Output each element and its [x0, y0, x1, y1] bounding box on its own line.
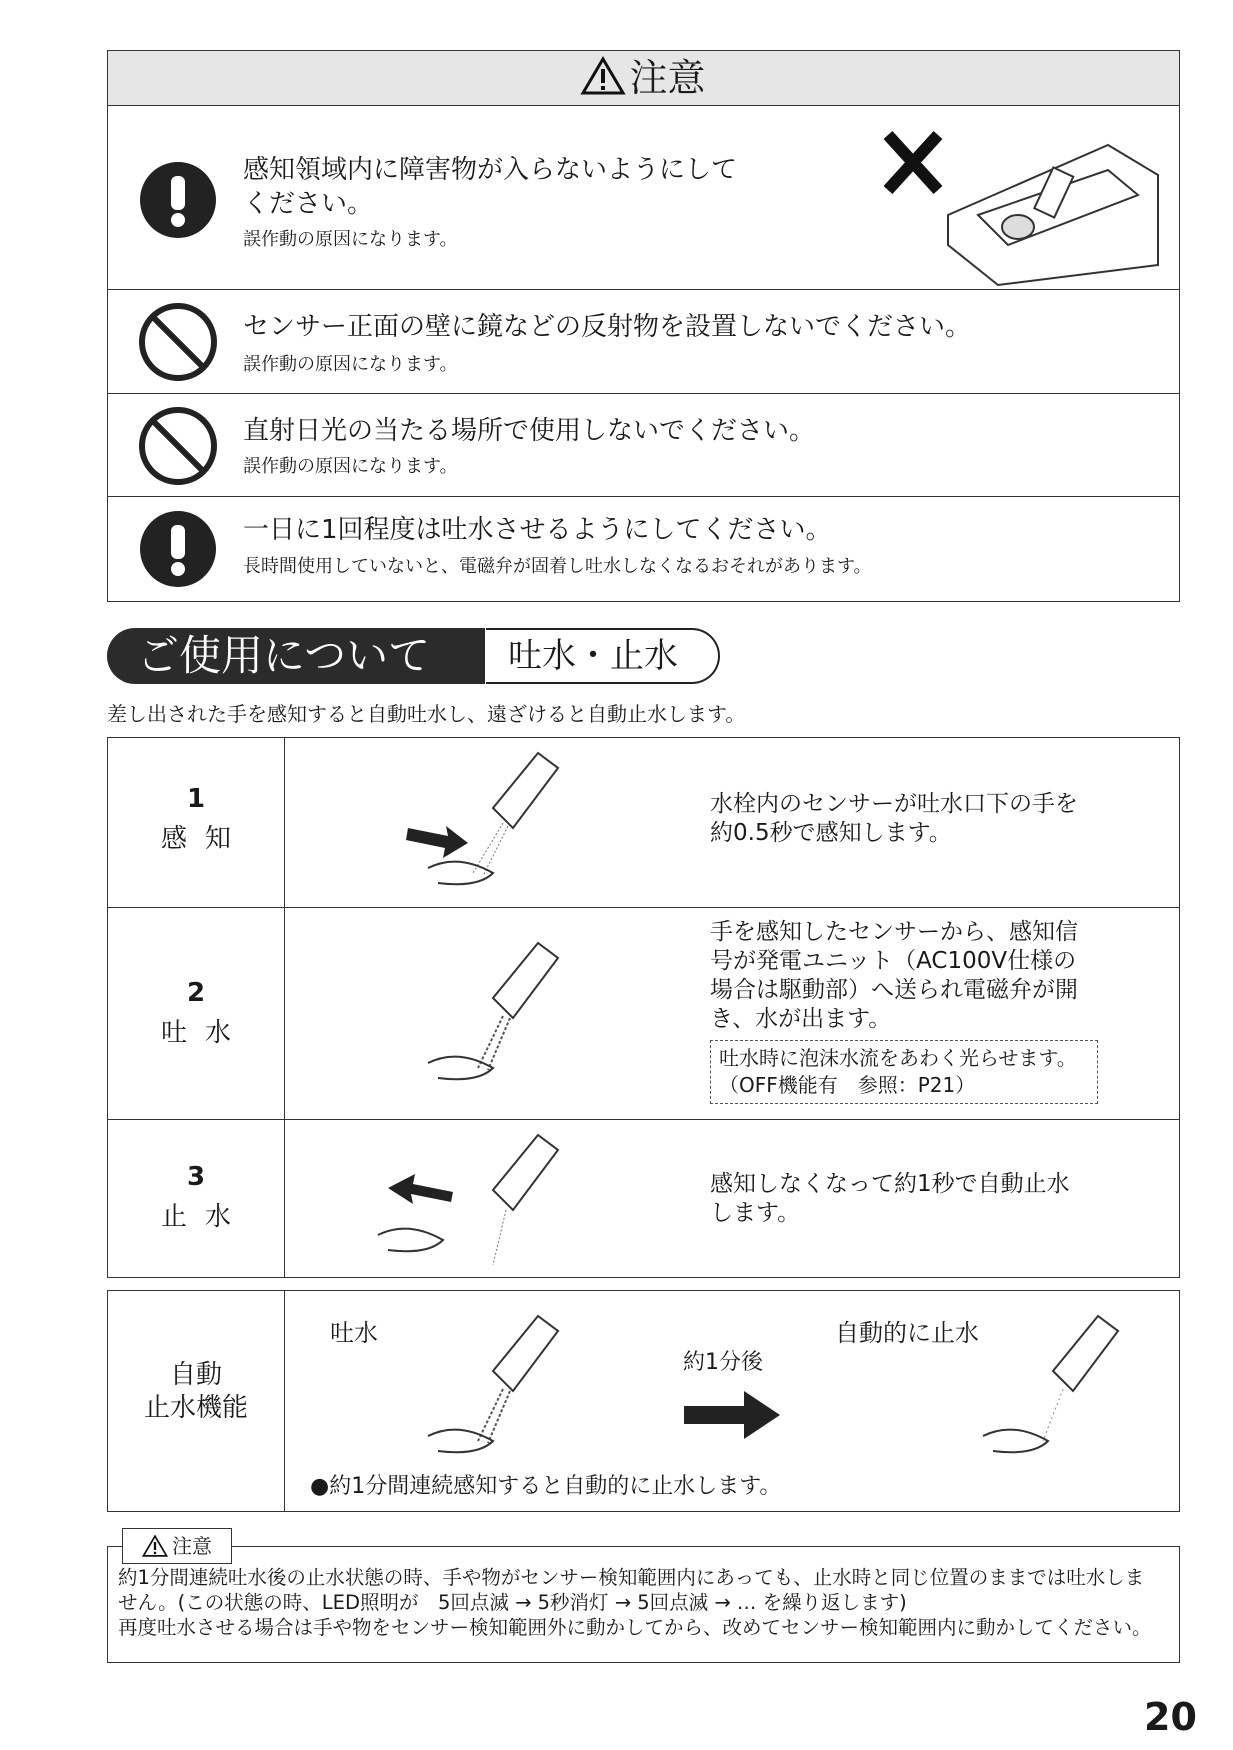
step-row-3: [108, 1120, 1179, 1277]
caution-main-text: 一日に1回程度は吐水させるようにしてください。: [243, 515, 832, 545]
caution-row-4: [108, 497, 1179, 601]
column-divider: [284, 1291, 285, 1511]
caution-sub-text: 誤作動の原因になります。: [243, 229, 458, 250]
step-label: 止水: [160, 1202, 249, 1232]
faucet-water-illustration: [398, 1311, 588, 1471]
exclamation-icon: [138, 160, 218, 240]
caution-table: [107, 50, 1180, 602]
caution-main-text: 感知領域内に障害物が入らないようにして ください。: [243, 155, 738, 219]
step-number: 3: [186, 1162, 206, 1192]
caution-title: [108, 51, 1179, 105]
step-row-2: [108, 908, 1179, 1120]
bottom-caution-box: [107, 1546, 1180, 1663]
auto-stop-arrow-caption: 約1分後: [683, 1350, 763, 1375]
step-label: 感知: [160, 824, 249, 854]
faucet-sensing-illustration: [398, 748, 588, 898]
auto-stop-bullet: ●約1分間連続感知すると自動的に止水します。: [310, 1474, 782, 1499]
step-description: 水栓内のセンサーが吐水口下の手を 約0.5秒で感知します。: [710, 791, 1078, 846]
warning-triangle-icon: [581, 57, 625, 95]
step-description: 手を感知したセンサーから、感知信 号が発電ユニット（AC100V仕様の 場合は駆動部）へ送られ電磁弁が開 き、水が出ます。: [710, 919, 1078, 1032]
faucet-water-illustration: [398, 938, 588, 1098]
bottom-caution-text: [118, 1565, 1173, 1640]
bottom-caution-tag-text: 注意: [172, 1534, 212, 1558]
prohibition-icon: [138, 302, 218, 382]
section-title: ご使用について: [107, 628, 485, 684]
caution-sub-text: 誤作動の原因になります。: [243, 456, 458, 477]
step-description: 感知しなくなって約1秒で自動止水 します。: [710, 1171, 1070, 1226]
section-subtitle: 吐水・止水: [486, 628, 720, 684]
caution-row-1: [108, 105, 1179, 290]
bottom-caution-line-2: せん。(この状態の時、LED照明が 5回点滅 → 5秒消灯 → 5回点滅 → … を繰り返します): [118, 1591, 907, 1614]
bottom-caution-tag: [122, 1528, 232, 1564]
caution-sub-text: 長時間使用していないと、電磁弁が固着し吐水しなくなるおそれがあります。: [243, 556, 872, 577]
section-intro: 差し出された手を感知すると自動吐水し、遠ざけると自動止水します。: [107, 702, 746, 726]
right-arrow-icon: [684, 1391, 784, 1441]
steps-table: [107, 737, 1180, 1278]
caution-row-3: [108, 394, 1179, 497]
step-number: 1: [186, 784, 206, 814]
step-label: 吐水: [160, 1018, 249, 1048]
caution-title-text: 注意: [629, 56, 706, 100]
exclamation-icon: [138, 509, 218, 589]
caution-main-text: 直射日光の当たる場所で使用しないでください。: [243, 416, 816, 446]
faucet-stop-illustration: [368, 1130, 598, 1275]
warning-triangle-icon: [142, 1535, 168, 1557]
step-row-1: [108, 738, 1179, 908]
led-note-box: 吐水時に泡沫水流をあわく光らせます。 （OFF機能有 参照：P21）: [710, 1040, 1098, 1104]
auto-stop-left-caption: 吐水: [330, 1319, 378, 1347]
auto-stop-label: 自動 止水機能: [143, 1360, 248, 1423]
page-number: 20: [1144, 1695, 1197, 1739]
step-number: 2: [186, 978, 206, 1008]
sink-obstruction-illustration: [868, 115, 1168, 285]
bottom-caution-line-1: 約1分間連続吐水後の止水状態の時、手や物がセンサー検知範囲内にあっても、止水時と同じ位置のままでは吐水しま: [118, 1566, 1145, 1589]
auto-stop-table: [107, 1290, 1180, 1512]
caution-main-text: センサー正面の壁に鏡などの反射物を設置しないでください。: [243, 312, 972, 342]
caution-sub-text: 誤作動の原因になります。: [243, 354, 458, 375]
auto-stop-right-caption: 自動的に止水: [835, 1319, 979, 1347]
caution-row-2: [108, 290, 1179, 394]
prohibition-icon: [138, 406, 218, 486]
faucet-stopped-illustration: [958, 1311, 1148, 1471]
bottom-caution-line-3: 再度吐水させる場合は手や物をセンサー検知範囲外に動かしてから、改めてセンサー検知範囲内に動かしてください。: [118, 1616, 1152, 1639]
